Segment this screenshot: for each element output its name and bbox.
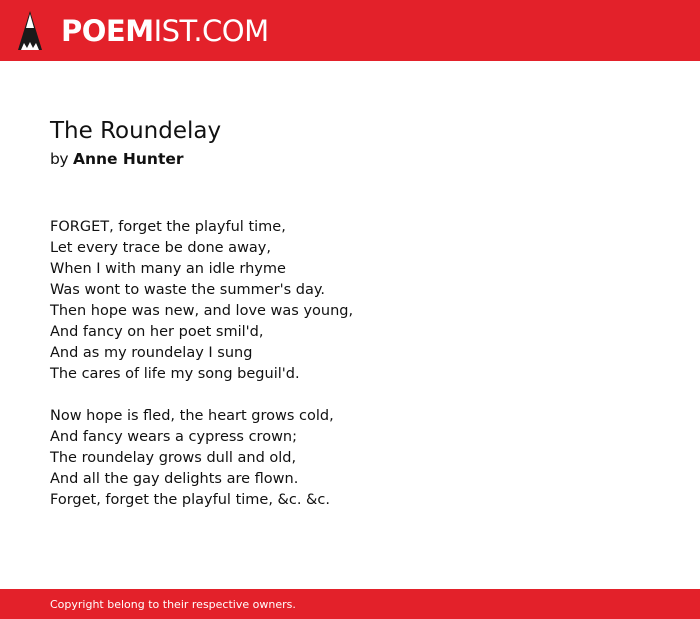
- poem-stanza: [50, 406, 650, 511]
- poem-line: And fancy wears a cypress crown;: [50, 429, 298, 445]
- poem-author: Anne Hunter: [72, 150, 184, 168]
- poem-line: The roundelay grows dull and old,: [50, 450, 297, 466]
- site-footer: [0, 589, 700, 619]
- poem-line: And fancy on her poet smil'd,: [50, 324, 264, 340]
- poem-line: The cares of life my song beguil'd.: [50, 366, 300, 382]
- site-header: [0, 0, 700, 61]
- byline-prefix: by: [50, 150, 69, 168]
- poem-line: Then hope was new, and love was young,: [50, 303, 354, 319]
- poem-line: When I with many an idle rhyme: [50, 261, 286, 277]
- poem-body: [50, 217, 650, 511]
- poem-title: The Roundelay: [50, 118, 222, 144]
- poem-line: FORGET, forget the playful time,: [50, 219, 286, 235]
- pencil-tip-icon: [17, 10, 43, 52]
- poem-line: And all the gay delights are flown.: [50, 471, 299, 487]
- poem-content: [50, 116, 650, 532]
- copyright-notice: Copyright belong to their respective owners.: [50, 598, 296, 611]
- logo-text-strong: POEM: [61, 14, 154, 48]
- logo-text-light: IST.COM: [153, 14, 269, 48]
- poem-stanza: [50, 217, 650, 385]
- poem-byline: [50, 148, 650, 170]
- poem-line: And as my roundelay I sung: [50, 345, 253, 361]
- poem-line: Forget, forget the playful time, &c. &c.: [50, 492, 330, 508]
- site-logo-text: [61, 9, 269, 53]
- poem-line: Now hope is fled, the heart grows cold,: [50, 408, 334, 424]
- poem-line: Let every trace be done away,: [50, 240, 271, 256]
- site-logo-link[interactable]: [17, 9, 269, 53]
- poem-line: Was wont to waste the summer's day.: [50, 282, 325, 298]
